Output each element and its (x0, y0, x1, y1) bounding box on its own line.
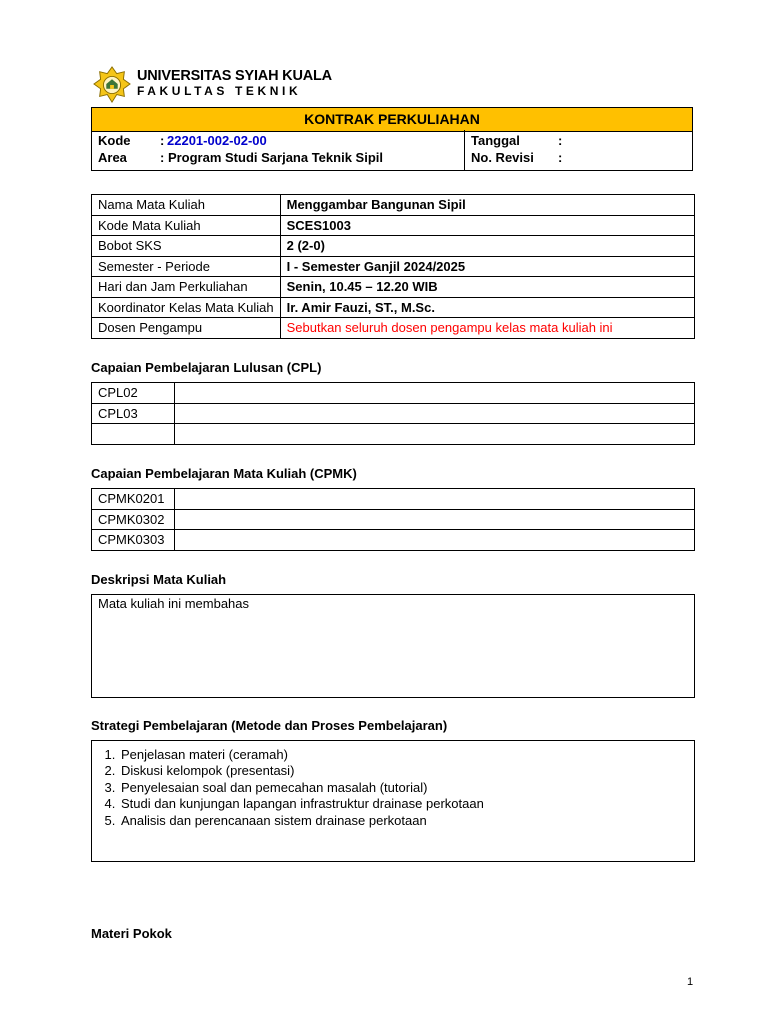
cpmk-code: CPMK0201 (92, 489, 175, 510)
row-value: I - Semester Ganjil 2024/2025 (280, 256, 694, 277)
cpl-section-title: Capaian Pembelajaran Lulusan (CPL) (91, 360, 322, 375)
area-value: : Program Studi Sarjana Teknik Sipil (160, 150, 383, 165)
cpl-desc (174, 383, 694, 404)
document-header (93, 66, 393, 104)
contract-meta-box (91, 130, 693, 171)
table-row (92, 236, 695, 257)
list-item: 5. Analisis dan perencanaan sistem drainase perkotaan (119, 813, 484, 829)
row-value: Ir. Amir Fauzi, ST., M.Sc. (280, 297, 694, 318)
row-label: Koordinator Kelas Mata Kuliah (92, 297, 281, 318)
university-seal-icon (93, 66, 131, 104)
cpmk-desc (174, 530, 694, 551)
cpmk-desc (174, 489, 694, 510)
deskripsi-text: Mata kuliah ini membahas (98, 596, 250, 611)
row-label: Dosen Pengampu (92, 318, 281, 339)
contract-title-bar: KONTRAK PERKULIAHAN (91, 107, 693, 132)
tanggal-label: Tanggal (471, 133, 520, 148)
row-label: Hari dan Jam Perkuliahan (92, 277, 281, 298)
kode-value: 22201-002-02-00 (167, 133, 267, 148)
row-value-placeholder: Sebutkan seluruh dosen pengampu kelas mata kuliah ini (280, 318, 694, 339)
table-row (92, 256, 695, 277)
tanggal-colon: : (558, 133, 563, 148)
cpmk-section-title: Capaian Pembelajaran Mata Kuliah (CPMK) (91, 466, 357, 481)
area-label: Area (98, 150, 127, 165)
cpl-code: CPL03 (92, 403, 175, 424)
row-label: Kode Mata Kuliah (92, 215, 281, 236)
row-value: Senin, 10.45 – 12.20 WIB (280, 277, 694, 298)
row-value: 2 (2-0) (280, 236, 694, 257)
cpl-desc (174, 424, 694, 445)
table-row (92, 297, 695, 318)
list-item: 2. Diskusi kelompok (presentasi) (119, 763, 484, 779)
contract-meta-left (92, 130, 465, 170)
cpmk-code: CPMK0303 (92, 530, 175, 551)
cpl-code (92, 424, 175, 445)
list-item: 3. Penyelesaian soal dan pemecahan masalah (tutorial) (119, 780, 484, 796)
page-number: 1 (687, 976, 694, 988)
table-row (92, 530, 695, 551)
cpmk-table (91, 488, 695, 551)
kode-colon: : (160, 133, 165, 148)
row-label: Bobot SKS (92, 236, 281, 257)
table-row (92, 383, 695, 404)
kode-label: Kode (98, 133, 131, 148)
table-row (92, 215, 695, 236)
revisi-colon: : (558, 150, 563, 165)
table-row (92, 424, 695, 445)
row-label: Semester - Periode (92, 256, 281, 277)
materi-section-title: Materi Pokok (91, 926, 172, 941)
table-row (92, 509, 695, 530)
strategi-list (92, 747, 484, 829)
cpl-table (91, 382, 695, 445)
course-info-table (91, 194, 695, 339)
row-label: Nama Mata Kuliah (92, 195, 281, 216)
strategi-box (91, 740, 695, 862)
table-row (92, 489, 695, 510)
list-item: 4. Studi dan kunjungan lapangan infrastruktur drainase perkotaan (119, 796, 484, 812)
row-value: SCES1003 (280, 215, 694, 236)
table-row (92, 195, 695, 216)
deskripsi-section-title: Deskripsi Mata Kuliah (91, 572, 227, 587)
faculty-name: FAKULTAS TEKNIK (137, 84, 302, 98)
cpl-desc (174, 403, 694, 424)
strategi-section-title: Strategi Pembelajaran (Metode dan Proses Pembelajaran) (91, 718, 448, 733)
table-row (92, 277, 695, 298)
table-row (92, 318, 695, 339)
revisi-label: No. Revisi (471, 150, 534, 165)
cpmk-desc (174, 509, 694, 530)
table-row (92, 403, 695, 424)
university-name: UNIVERSITAS SYIAH KUALA (137, 68, 332, 84)
cpl-code: CPL02 (92, 383, 175, 404)
cpmk-code: CPMK0302 (92, 509, 175, 530)
deskripsi-box (91, 594, 695, 698)
list-item: 1. Penjelasan materi (ceramah) (119, 747, 484, 763)
row-value: Menggambar Bangunan Sipil (280, 195, 694, 216)
